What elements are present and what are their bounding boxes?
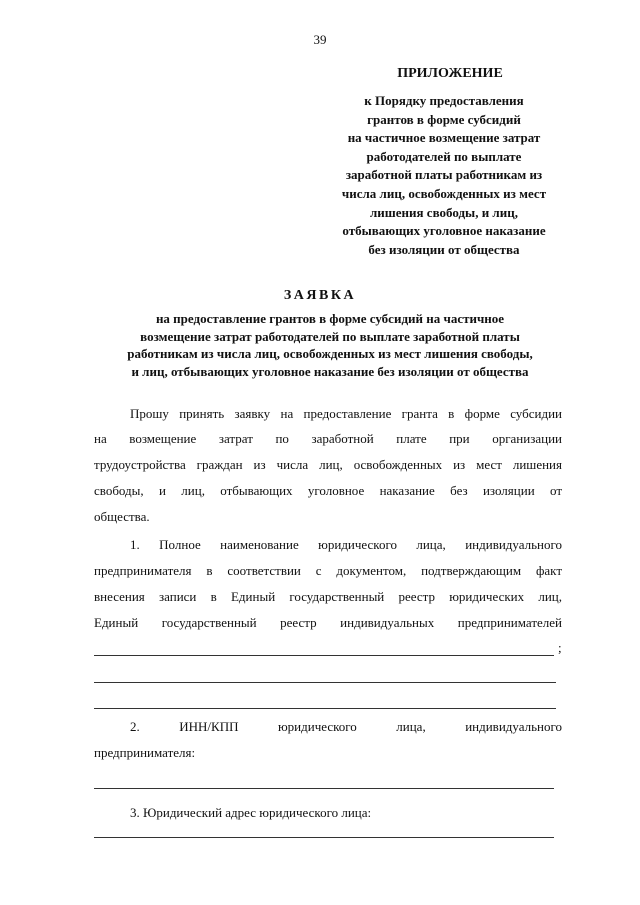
item1-line: Единый государственный реестр индивидуальных предпринимателей (94, 615, 562, 630)
intro-line: Прошу принять заявку на предоставление гранта в форме субсидии (130, 406, 562, 421)
intro-line: на возмещение затрат по заработной плате при организации (94, 431, 562, 446)
item2-fill-line[interactable] (94, 788, 554, 789)
appendix-line: отбывающих уголовное наказание (342, 223, 546, 239)
page-number: 39 (313, 32, 327, 47)
item1-fill-line[interactable] (94, 682, 556, 683)
appendix-line: без изоляции от общества (368, 241, 520, 257)
subtitle-line: на предоставление грантов в форме субсидий на частичное (155, 311, 505, 326)
application-title: ЗАЯВКА (283, 288, 357, 303)
subtitle-line: возмещение затрат работодателей по выплате заработной платы (140, 328, 520, 344)
appendix-line: лишения свободы, и лиц, (370, 204, 518, 220)
item1-fill-line[interactable] (94, 708, 556, 709)
item3-fill-line[interactable] (94, 837, 554, 838)
appendix-line: работодателей по выплате (366, 148, 522, 164)
appendix-line: к Порядку предоставления (364, 93, 524, 108)
appendix-line: на частичное возмещение затрат (347, 130, 541, 146)
item3-line: 3. Юридический адрес юридического лица: (130, 805, 372, 820)
item1-line: предпринимателя в соответствии с документом, подтверждающим факт (94, 563, 562, 578)
item1-colon: ; (558, 640, 562, 655)
appendix-line: грантов в форме субсидий (367, 111, 521, 127)
item2-line: предпринимателя: (94, 745, 196, 760)
appendix-line: заработной платы работникам из (345, 167, 543, 183)
intro-line: свободы, и лиц, отбывающих уголовное наказание без изоляции от (94, 483, 562, 498)
item1-line: 1. Полное наименование юридического лица, индивидуального (130, 537, 562, 552)
appendix-line: числа лиц, освобожденных из мест (341, 185, 547, 201)
appendix-title: ПРИЛОЖЕНИЕ (397, 66, 503, 81)
item1-line: внесения записи в Единый государственный реестр юридических лиц, (94, 589, 562, 604)
item2-line: 2. ИНН/КПП юридического лица, индивидуального (130, 719, 562, 734)
subtitle-line: работникам из числа лиц, освобожденных из мест лишения свободы, (127, 346, 533, 362)
intro-line: трудоустройства граждан из числа лиц, освобожденных из мест лишения (94, 457, 562, 472)
subtitle-line: и лиц, отбывающих уголовное наказание без изоляции от общества (131, 363, 529, 379)
appendix-reference (318, 92, 570, 259)
item1-fill-line[interactable] (94, 655, 554, 656)
application-subtitle (80, 310, 580, 380)
intro-line: общества. (94, 509, 150, 524)
